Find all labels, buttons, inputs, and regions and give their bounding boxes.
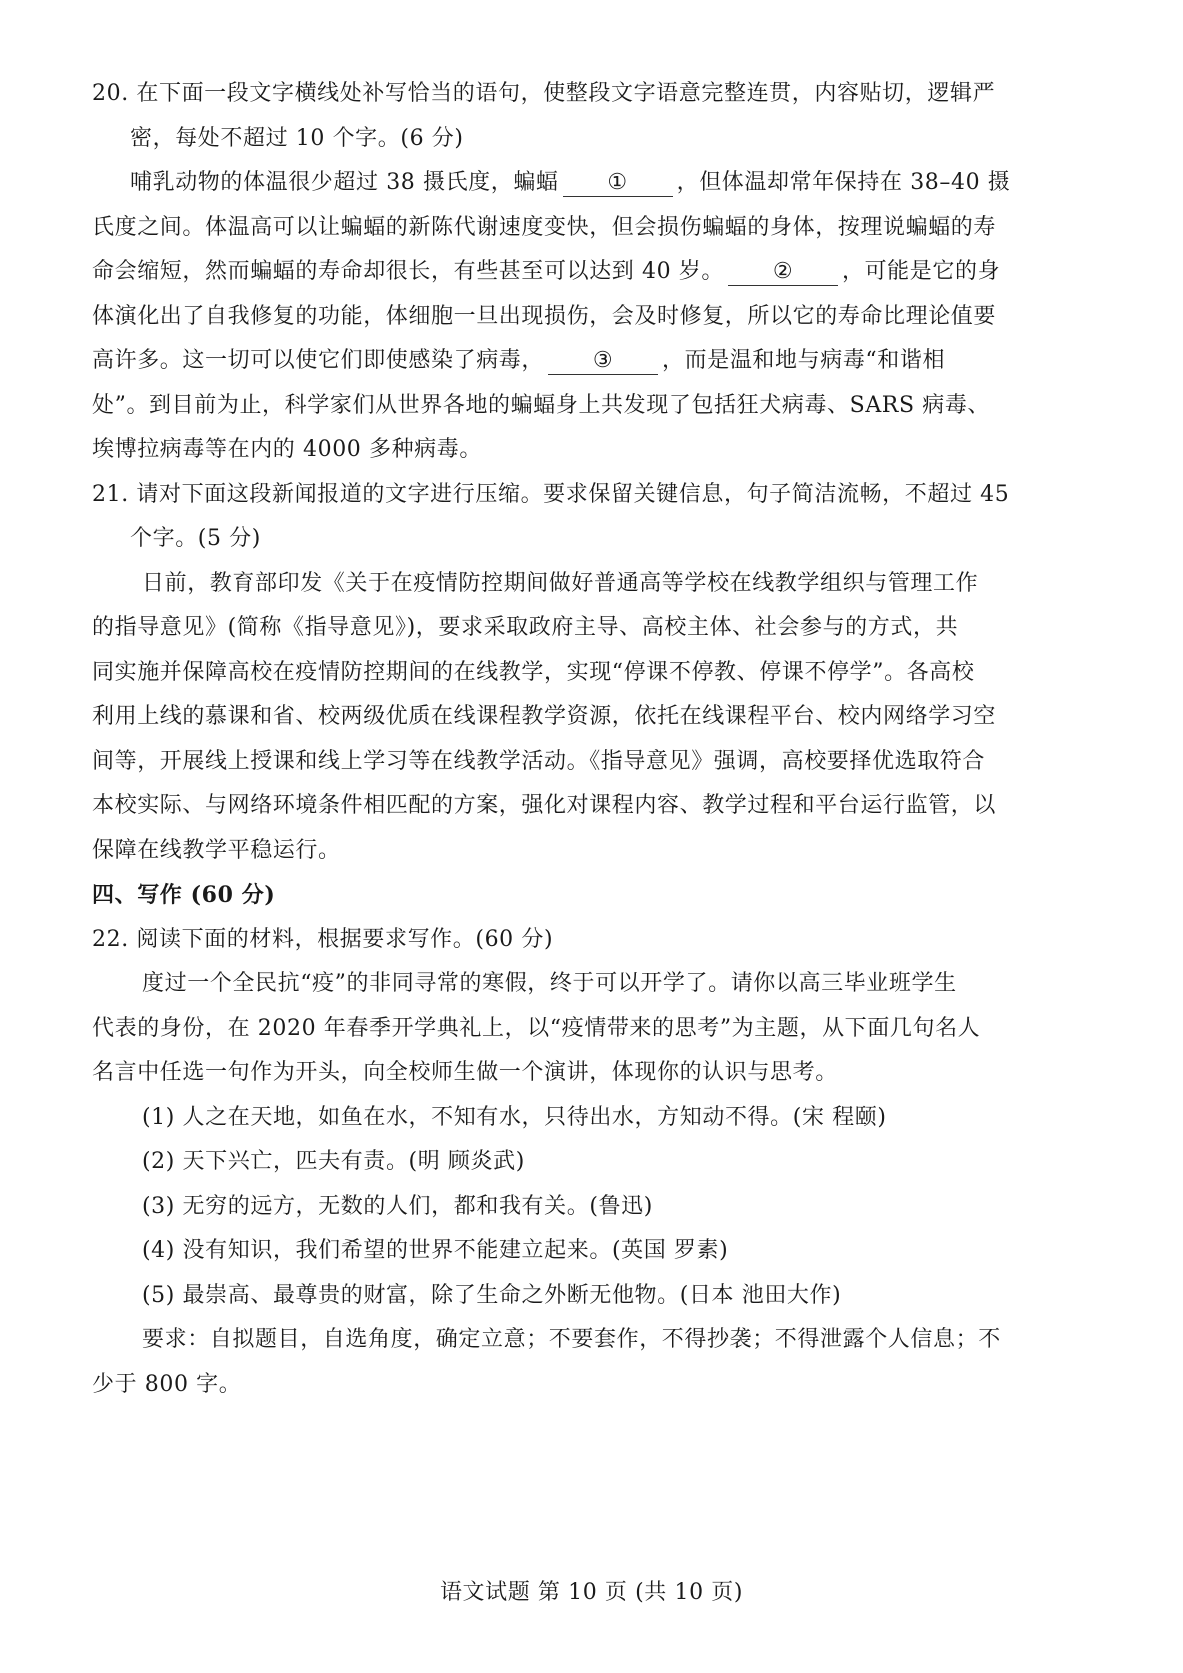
q22-material-line-1: 度过一个全民抗“疫”的非同寻常的寒假，终于可以开学了。请你以高三毕业班学生 <box>142 971 957 996</box>
q20-stem-line-1: 20. 在下面一段文字横线处补写恰当的语句，使整段文字语意完整连贯，内容贴切，逻辑严 <box>92 81 996 106</box>
quote-item: (4) 没有知识，我们希望的世界不能建立起来。(英国 罗素) <box>142 1238 729 1263</box>
section-heading-writing: 四、写作 (60 分) <box>92 882 276 908</box>
question-20 <box>92 72 1092 473</box>
q22-requirement-line-2: 少于 800 字。 <box>92 1371 242 1397</box>
q20-passage-line-5: 高许多。这一切可以使它们即使感染了病毒， ③ ，而是温和地与病毒“和谐相 <box>92 348 946 373</box>
q21-passage-line-5: 间等，开展线上授课和线上学习等在线教学活动。《指导意见》强调，高校要择优选取符合 <box>92 748 986 774</box>
q20-passage-line-3: 命会缩短，然而蝙蝠的寿命却很长，有些甚至可以达到 40 岁。 ② ，可能是它的身 <box>92 259 1001 284</box>
q21-passage-line-7: 保障在线教学平稳运行。 <box>92 837 341 863</box>
q21-stem-line-2: 个字。(5 分) <box>130 526 261 551</box>
blank-1: ① <box>563 170 673 197</box>
question-21 <box>92 473 1092 874</box>
q22-stem: 22. 阅读下面的材料，根据要求写作。(60 分) <box>92 926 554 952</box>
q20-passage-line-4: 体演化出了自我修复的功能，体细胞一旦出现损伤，会及时修复，所以它的寿命比理论值要 <box>92 303 997 329</box>
q21-passage-line-2: 的指导意见》(简称《指导意见》)，要求采取政府主导、高校主体、社会参与的方式，共 <box>92 615 959 640</box>
q21-stem-line-1: 21. 请对下面这段新闻报道的文字进行压缩。要求保留关键信息，句子简洁流畅，不超过 45 <box>92 481 1010 507</box>
blank-3: ③ <box>548 348 658 375</box>
exam-page <box>92 72 1092 1407</box>
quote-item: (3) 无穷的远方，无数的人们，都和我有关。(鲁迅) <box>142 1193 653 1219</box>
question-22 <box>92 918 1092 1408</box>
q22-material-line-3: 名言中任选一句作为开头，向全校师生做一个演讲，体现你的认识与思考。 <box>92 1060 838 1085</box>
quote-item: (2) 天下兴亡，匹夫有责。(明 顾炎武) <box>142 1149 525 1174</box>
quote-item: (5) 最崇高、最尊贵的财富，除了生命之外断无他物。(日本 池田大作) <box>142 1282 842 1308</box>
q21-passage-line-6: 本校实际、与网络环境条件相匹配的方案，强化对课程内容、教学过程和平台运行监管，以 <box>92 793 997 818</box>
quote-item: (1) 人之在天地，如鱼在水，不知有水，只待出水，方知动不得。(宋 程颐) <box>142 1104 887 1130</box>
q22-material-line-2: 代表的身份，在 2020 年春季开学典礼上，以“疫情带来的思考”为主题，从下面几句名人 <box>92 1015 981 1041</box>
q20-stem-line-2: 密，每处不超过 10 个字。(6 分) <box>130 125 464 151</box>
q21-passage-line-1: 日前，教育部印发《关于在疫情防控期间做好普通高等学校在线教学组织与管理工作 <box>142 570 979 596</box>
q22-requirement-line-1: 要求：自拟题目，自选角度，确定立意；不要套作，不得抄袭；不得泄露个人信息；不 <box>142 1327 1001 1352</box>
blank-2: ② <box>728 259 838 286</box>
q20-passage-line-1: 哺乳动物的体温很少超过 38 摄氏度，蝙蝠 ① ，但体温却常年保持在 38–40 摄 <box>130 170 1011 195</box>
q21-passage-line-4: 利用上线的慕课和省、校两级优质在线课程教学资源，依托在线课程平台、校内网络学习空 <box>92 704 997 729</box>
q20-passage-line-2: 氏度之间。体温高可以让蝙蝠的新陈代谢速度变快，但会损伤蝙蝠的身体，按理说蝙蝠的寿 <box>92 214 997 240</box>
page-footer: 语文试题 第 10 页 (共 10 页) <box>439 1580 744 1605</box>
q20-passage-line-6: 处”。到目前为止，科学家们从世界各地的蝙蝠身上共发现了包括狂犬病毒、SARS 病毒、 <box>92 392 991 418</box>
q21-passage-line-3: 同实施并保障高校在疫情防控期间的在线教学，实现“停课不停教、停课不停学”。各高校 <box>92 659 975 685</box>
q20-passage-line-7: 埃博拉病毒等在内的 4000 多种病毒。 <box>92 437 482 462</box>
